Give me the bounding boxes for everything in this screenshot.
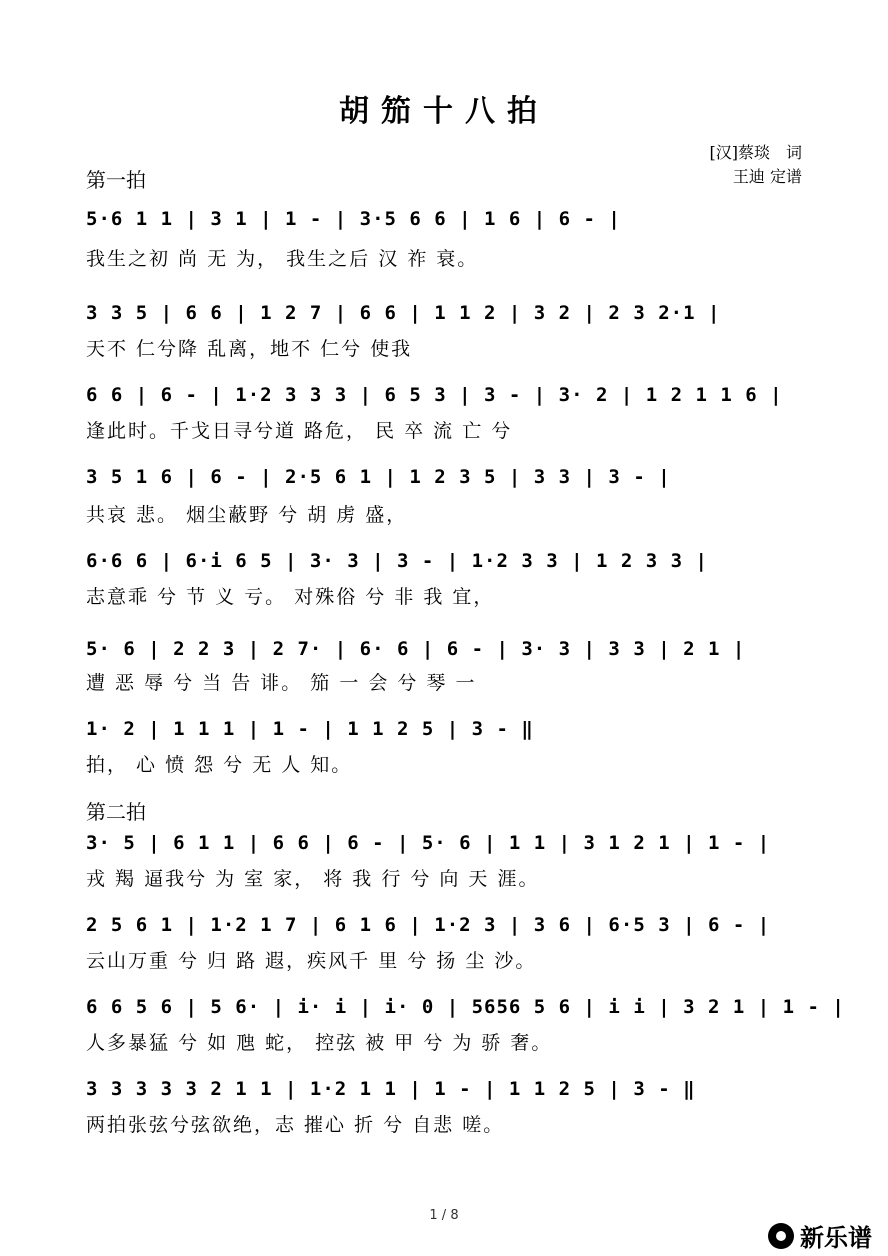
lyric-line: 拍， 心 愤 怨 兮 无 人 知。 xyxy=(86,754,353,776)
lyricist-credit: [汉]蔡琰 词 xyxy=(709,143,802,162)
lyric-line: 我生之初 尚 无 为， 我生之后 汉 祚 衰。 xyxy=(86,248,479,270)
notation-line: 6·6 6 | 6·i 6 5 | 3· 3 | 3 - | 1·2 3 3 | 1 2 3 3 | xyxy=(86,550,708,572)
lyric-line: 云山万重 兮 归 路 遐，疾风千 里 兮 扬 尘 沙。 xyxy=(86,950,537,972)
site-logo xyxy=(768,1218,872,1253)
notation-line: 6 6 | 6 - | 1·2 3 3 3 | 6 5 3 | 3 - | 3· 2 | 1 2 1 1 6 | xyxy=(86,384,783,406)
section-title: 第二拍 xyxy=(86,800,146,824)
lyric-line: 逢此时。千戈日寻兮道 路危， 民 卒 流 亡 兮 xyxy=(86,420,513,442)
notation-line: 3 3 5 | 6 6 | 1 2 7 | 6 6 | 1 1 2 | 3 2 | 2 3 2·1 | xyxy=(86,302,721,324)
notation-line: 3 3 3 3 3 2 1 1 | 1·2 1 1 | 1 - | 1 1 2 5 | 3 - ‖ xyxy=(86,1078,696,1100)
logo-text: 新乐谱 xyxy=(800,1224,872,1252)
notation-line: 5·6 1 1 | 3 1 | 1 - | 3·5 6 6 | 1 6 | 6 - | xyxy=(86,208,621,230)
notation-line: 5· 6 | 2 2 3 | 2 7· | 6· 6 | 6 - | 3· 3 | 3 3 | 2 1 | xyxy=(86,638,746,660)
lyric-line: 戎 羯 逼我兮 为 室 家， 将 我 行 兮 向 天 涯。 xyxy=(86,868,540,890)
lyric-line: 天不 仁兮降 乱离，地不 仁兮 使我 xyxy=(86,338,413,360)
lyric-line: 遭 恶 辱 兮 当 告 诽。 笳 一 会 兮 琴 一 xyxy=(86,672,477,694)
notation-line: 6 6 5 6 | 5 6· | i· i | i· 0 | 5656 5 6 | i i | 3 2 1 | 1 - | xyxy=(86,996,845,1018)
score-title: 胡笳十八拍 xyxy=(339,94,549,129)
notation-line: 2 5 6 1 | 1·2 1 7 | 6 1 6 | 1·2 3 | 3 6 | 6·5 3 | 6 - | xyxy=(86,914,771,936)
lyric-line: 志意乖 兮 节 义 亏。 对殊俗 兮 非 我 宜， xyxy=(86,586,495,608)
arranger-credit: 王迪 定谱 xyxy=(732,167,802,186)
lyric-line: 人多暴猛 兮 如 虺 蛇， 控弦 被 甲 兮 为 骄 奢。 xyxy=(86,1032,553,1054)
vinyl-record-icon xyxy=(768,1223,794,1249)
notation-line: 1· 2 | 1 1 1 | 1 - | 1 1 2 5 | 3 - ‖ xyxy=(86,718,534,740)
section-title: 第一拍 xyxy=(86,168,146,192)
notation-line: 3· 5 | 6 1 1 | 6 6 | 6 - | 5· 6 | 1 1 | 3 1 2 1 | 1 - | xyxy=(86,832,771,854)
lyric-line: 两拍张弦兮弦欲绝，志 摧心 折 兮 自悲 嗟。 xyxy=(86,1114,505,1136)
lyric-line: 共哀 悲。 烟尘蔽野 兮 胡 虏 盛， xyxy=(86,504,408,526)
page-number: 1 / 8 xyxy=(429,1208,459,1223)
notation-line: 3 5 1 6 | 6 - | 2·5 6 1 | 1 2 3 5 | 3 3 | 3 - | xyxy=(86,466,671,488)
